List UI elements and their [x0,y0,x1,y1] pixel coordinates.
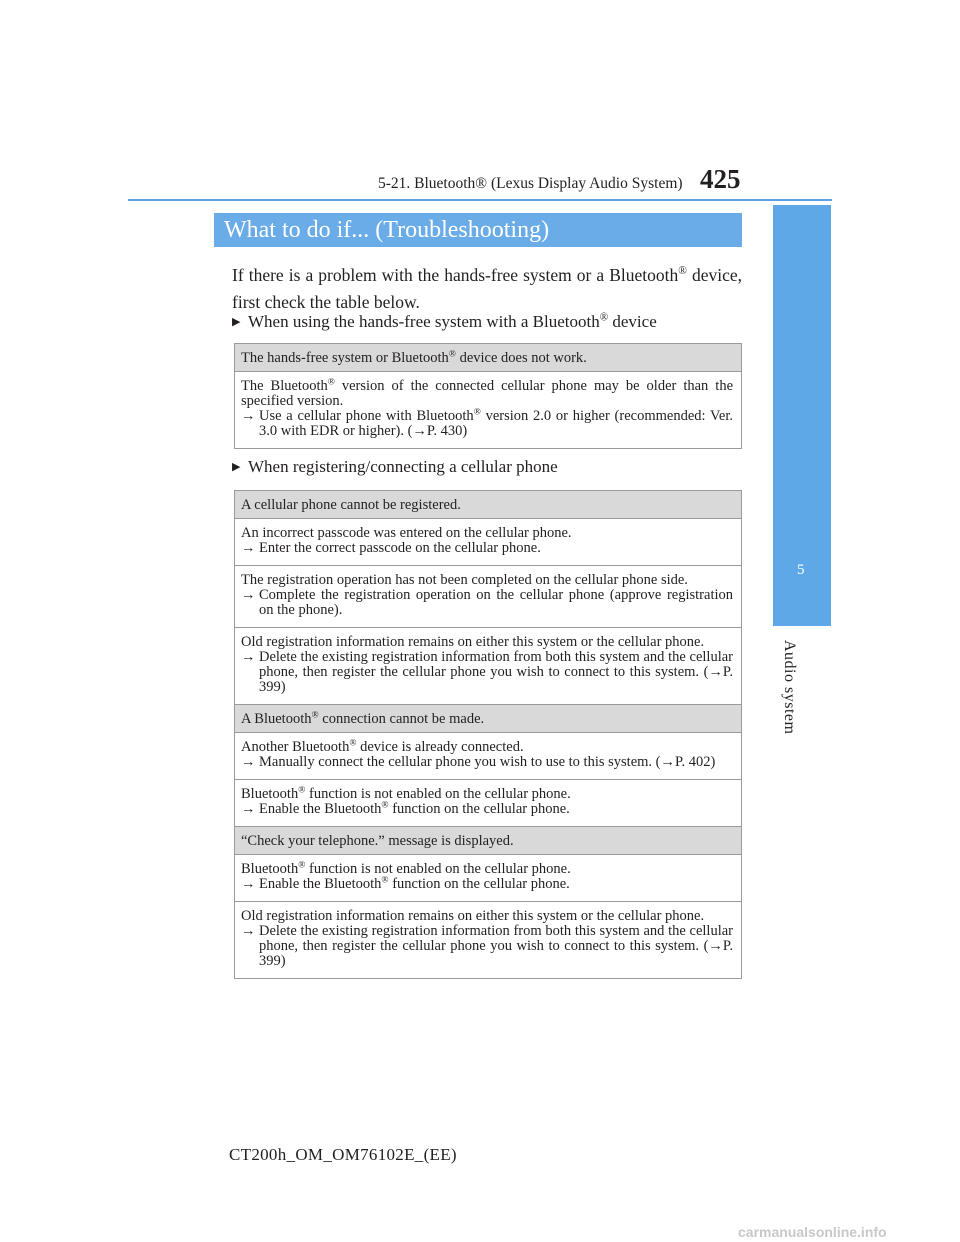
problem-row: “Check your telephone.” message is displayed. [235,827,741,855]
arrow-right-icon: → [241,649,256,665]
triangle-bullet-icon: ▶ [232,316,241,328]
arrow-right-icon: → [241,923,256,939]
watermark: carmanualsonline.info [738,1224,887,1240]
remedy-text: → Enter the correct passcode on the cellular phone. [241,540,541,556]
problem-row: A Bluetooth® connection cannot be made. [235,705,741,733]
troubleshooting-table-hands-free [234,343,742,449]
cause-row [235,855,741,902]
remedy-text: → Enable the Bluetooth® function on the cellular phone. [241,800,570,817]
page-number: 425 [700,164,741,194]
section-heading: What to do if... (Troubleshooting) [214,213,742,247]
cause-text: Bluetooth® function is not enabled on the cellular phone. [241,860,571,877]
triangle-bullet-icon: ▶ [232,461,241,473]
cause-text: The Bluetooth® version of the connected cellular phone may be older than the specified version. [241,377,733,409]
header-rule [128,199,832,201]
remedy-text: → Use a cellular phone with Bluetooth® version 2.0 or higher (recommended: Ver. 3.0 with EDR or higher). (→P. 430) [241,407,733,439]
chapter-tab-label: Audio system [781,640,798,735]
problem-row: A cellular phone cannot be registered. [235,491,741,519]
cause-text: An incorrect passcode was entered on the cellular phone. [241,525,572,541]
cause-row [235,566,741,628]
intro-paragraph: If there is a problem with the hands-free system or a Bluetooth® device, first check the table below. [232,265,742,312]
cause-text: The registration operation has not been completed on the cellular phone side. [241,572,688,588]
cause-row [235,519,741,566]
cause-row [235,372,741,448]
remedy-text: → Manually connect the cellular phone you wish to use to this system. (→P. 402) [241,754,716,770]
cause-text: Another Bluetooth® device is already connected. [241,738,524,755]
arrow-right-icon: → [241,754,256,770]
troubleshooting-table-registration [234,490,742,979]
arrow-right-icon: → [241,876,256,892]
subhead-hands-free: ▶ When using the hands-free system with a Bluetooth® device [232,311,657,331]
remedy-text: → Complete the registration operation on the cellular phone (approve registration on the phone). [241,587,733,618]
section-title: 5-21. Bluetooth® (Lexus Display Audio System) [378,175,683,192]
cause-row [235,628,741,705]
arrow-right-icon: → [241,587,256,603]
remedy-text: → Delete the existing registration information from both this system and the cellular phone, then register the cellular phone you wish to connect to this system. (→P. 399) [241,649,733,695]
cause-row [235,902,741,978]
cause-text: Old registration information remains on either this system or the cellular phone. [241,908,705,924]
cause-text: Old registration information remains on either this system or the cellular phone. [241,634,705,650]
cause-row [235,780,741,827]
remedy-text: → Enable the Bluetooth® function on the cellular phone. [241,875,570,892]
subhead-registering: ▶ When registering/connecting a cellular phone [232,457,558,476]
manual-code: CT200h_OM_OM76102E_(EE) [229,1145,457,1164]
remedy-text: → Delete the existing registration information from both this system and the cellular phone, then register the cellular phone you wish to connect to this system. (→P. 399) [241,923,733,969]
arrow-right-icon: → [241,540,256,556]
chapter-tab-number: 5 [797,562,805,578]
cause-row [235,733,741,780]
cause-text: Bluetooth® function is not enabled on the cellular phone. [241,785,571,802]
arrow-right-icon: → [241,408,256,424]
problem-row: The hands-free system or Bluetooth® device does not work. [235,344,741,372]
arrow-right-icon: → [241,801,256,817]
